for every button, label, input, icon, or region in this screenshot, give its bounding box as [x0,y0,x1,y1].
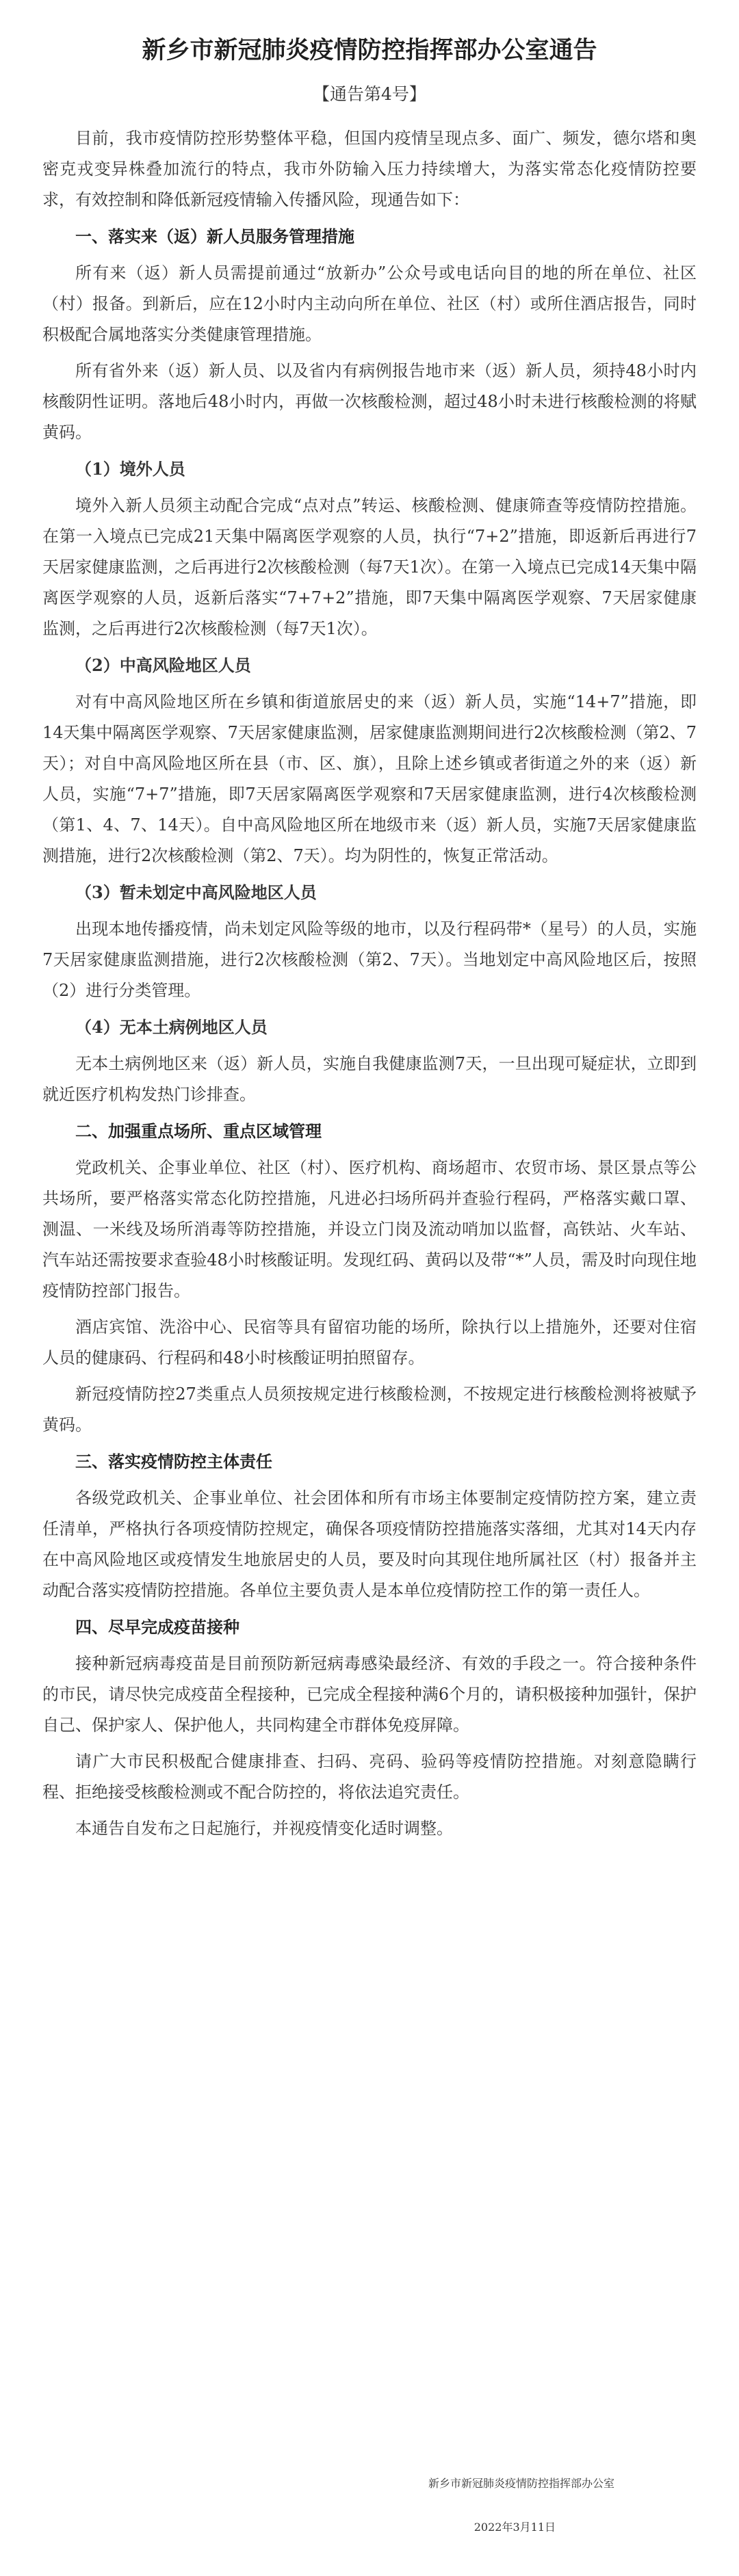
section-2-paragraph-1: 党政机关、企事业单位、社区（村）、医疗机构、商场超市、农贸市场、景区景点等公共场所，要严格落实常态化防控措施，凡进必扫场所码并查验行程码，严格落实戴口罩、测温、一米线及场所消毒等防控措施，并设立门岗及流动哨加以监督，高铁站、火车站、汽车站还需按要求查验48小时核酸证明。发现红码、黄码以及带“*”人员，需及时向现住地疫情防控部门报告。 [42,1158,697,1300]
section-2-paragraph-3: 新冠疫情防控27类重点人员须按规定进行核酸检测，不按规定进行核酸检测将被赋予黄码。 [42,1384,697,1434]
subsection-high-risk-paragraph: 对有中高风险地区所在乡镇和街道旅居史的来（返）新人员，实施“14+7”措施，即14天集中隔离医学观察、7天居家健康监测，居家健康监测期间进行2次核酸检测（第2、7天）；对自中高风险地区所在县（市、区、旗），且除上述乡镇或者街道之外的来（返）新人员，实施“7+7”措施，即7天居家隔离医学观察和7天居家健康监测，进行4次核酸检测（第1、4、7、14天）。自中高风险地区所在地级市来（返）新人员，实施7天居家健康监测措施，进行2次核酸检测（第2、7天）。均为阴性的，恢复正常活动。 [42,692,697,865]
subsection-no-local-cases-paragraph: 无本土病例地区来（返）新人员，实施自我健康监测7天，一旦出现可疑症状，立即到就近医疗机构发热门诊排查。 [42,1054,697,1104]
notice-body [42,123,697,1844]
section-heading-2: 二、加强重点场所、重点区域管理 [75,1122,322,1141]
signature-date: 2022年3月11日 [474,2521,556,2534]
subsection-overseas-paragraph: 境外入新人员须主动配合完成“点对点”转运、核酸检测、健康筛查等疫情防控措施。在第一入境点已完成21天集中隔离医学观察的人员，执行“7+2”措施，即返新后再进行7天居家健康监测，之后再进行2次核酸检测（每7天1次）。在第一入境点已完成14天集中隔离医学观察的人员，返新后落实“7+7+2”措施，即7天集中隔离医学观察、7天居家健康监测，之后再进行2次核酸检测（每7天1次）。 [42,496,697,638]
section-1-paragraph-1: 所有来（返）新人员需提前通过“放新办”公众号或电话向目的地的所在单位、社区（村）报备。到新后，应在12小时内主动向所在单位、社区（村）或所住酒店报告，同时积极配合属地落实分类健康管理措施。 [42,263,697,344]
subsection-undesignated-paragraph: 出现本地传播疫情，尚未划定风险等级的地市，以及行程码带*（星号）的人员，实施7天居家健康监测措施，进行2次核酸检测（第2、7天）。当地划定中高风险地区后，按照（2）进行分类管理。 [42,919,697,1000]
section-heading-3: 三、落实疫情防控主体责任 [75,1452,272,1471]
section-heading-1: 一、落实来（返）新人员服务管理措施 [75,227,354,246]
subsection-heading-undesignated: （3）暂未划定中高风险地区人员 [75,882,317,902]
page-title: 新乡市新冠肺炎疫情防控指挥部办公室通告 [142,36,597,64]
notice-number: 【通告第4号】 [313,84,426,104]
intro-paragraph: 目前，我市疫情防控形势整体平稳，但国内疫情呈现点多、面广、频发，德尔塔和奥密克戎变异株叠加流行的特点，我市外防输入压力持续增大，为落实常态化疫情防控要求，有效控制和降低新冠疫情输入传播风险，现通告如下： [42,129,697,209]
closing-paragraph: 本通告自发布之日起施行，并视疫情变化适时调整。 [75,1819,453,1838]
subsection-heading-overseas: （1）境外人员 [75,459,185,479]
subsection-heading-no-local-cases: （4）无本土病例地区人员 [75,1017,268,1037]
section-3-paragraph-1: 各级党政机关、企事业单位、社会团体和所有市场主体要制定疫情防控方案，建立责任清单，严格执行各项疫情防控规定，确保各项疫情防控措施落实落细，尤其对14天内存在中高风险地区或疫情发生地旅居史的人员，要及时向其现住地所属社区（村）报备并主动配合落实疫情防控措施。各单位主要负责人是本单位疫情防控工作的第一责任人。 [42,1488,697,1600]
section-heading-4: 四、尽早完成疫苗接种 [75,1618,239,1637]
section-1-paragraph-2: 所有省外来（返）新人员、以及省内有病例报告地市来（返）新人员，须持48小时内核酸阴性证明。落地后48小时内，再做一次核酸检测，超过48小时未进行核酸检测的将赋黄码。 [42,361,697,442]
subsection-heading-high-risk: （2）中高风险地区人员 [75,655,251,675]
signature-organization: 新乡市新冠肺炎疫情防控指挥部办公室 [428,2477,614,2490]
section-4-paragraph-2: 请广大市民积极配合健康排查、扫码、亮码、验码等疫情防控措施。对刻意隐瞒行程、拒绝接受核酸检测或不配合防控的，将依法追究责任。 [42,1752,697,1802]
section-4-paragraph-1: 接种新冠病毒疫苗是目前预防新冠病毒感染最经济、有效的手段之一。符合接种条件的市民，请尽快完成疫苗全程接种，已完成全程接种满6个月的，请积极接种加强针，保护自己、保护家人、保护他人，共同构建全市群体免疫屏障。 [42,1654,697,1735]
section-2-paragraph-2: 酒店宾馆、洗浴中心、民宿等具有留宿功能的场所，除执行以上措施外，还要对住宿人员的健康码、行程码和48小时核酸证明拍照留存。 [42,1317,697,1367]
